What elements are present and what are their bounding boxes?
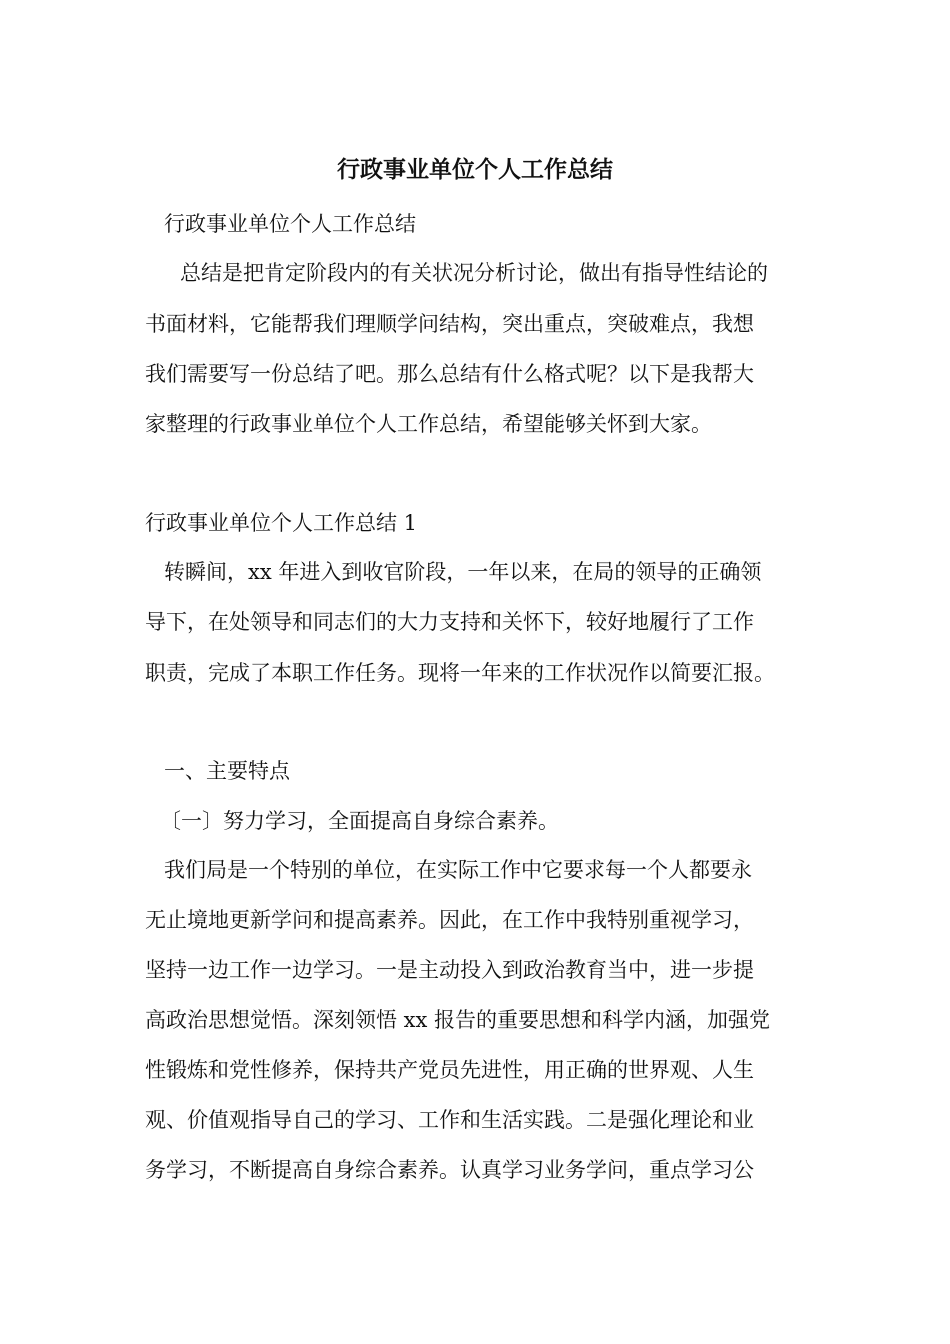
paragraph-line: 导下，在处领导和同志们的大力支持和关怀下，较好地履行了工作 — [145, 610, 754, 634]
paragraph-line: 我们需要写一份总结了吧。那么总结有什么格式呢？以下是我帮大 — [145, 362, 754, 386]
section-heading: 行政事业单位个人工作总结 1 — [145, 511, 418, 535]
paragraph-line: 观、价值观指导自己的学习、工作和生活实践。二是强化理论和业 — [145, 1108, 754, 1132]
section-heading: 一、主要特点 — [164, 759, 290, 783]
paragraph-line: 家整理的行政事业单位个人工作总结，希望能够关怀到大家。 — [145, 412, 712, 436]
subtitle-line: 行政事业单位个人工作总结 — [164, 212, 416, 236]
subsection-heading: 〔一〕努力学习，全面提高自身综合素养。 — [160, 809, 559, 833]
paragraph-line: 坚持一边工作一边学习。一是主动投入到政治教育当中，进一步提 — [145, 958, 754, 982]
paragraph-line: 总结是把肯定阶段内的有关状况分析讨论，做出有指导性结论的 — [180, 261, 768, 285]
paragraph-line: 高政治思想觉悟。深刻领悟 xx 报告的重要思想和科学内涵，加强党 — [145, 1008, 771, 1032]
paragraph-line: 性锻炼和党性修养，保持共产党员先进性，用正确的世界观、人生 — [145, 1058, 754, 1082]
paragraph-line: 无止境地更新学问和提高素养。因此，在工作中我特别重视学习， — [145, 908, 754, 932]
paragraph-line: 职责，完成了本职工作任务。现将一年来的工作状况作以简要汇报。 — [145, 661, 775, 685]
paragraph-line: 书面材料，它能帮我们理顺学问结构，突出重点，突破难点，我想 — [145, 312, 754, 336]
document-title: 行政事业单位个人工作总结 — [337, 156, 613, 183]
paragraph-line: 务学习，不断提高自身综合素养。认真学习业务学问，重点学习公 — [145, 1158, 754, 1182]
paragraph-line: 我们局是一个特别的单位，在实际工作中它要求每一个人都要永 — [164, 858, 752, 882]
paragraph-line: 转瞬间，xx 年进入到收官阶段，一年以来，在局的领导的正确领 — [164, 560, 762, 584]
